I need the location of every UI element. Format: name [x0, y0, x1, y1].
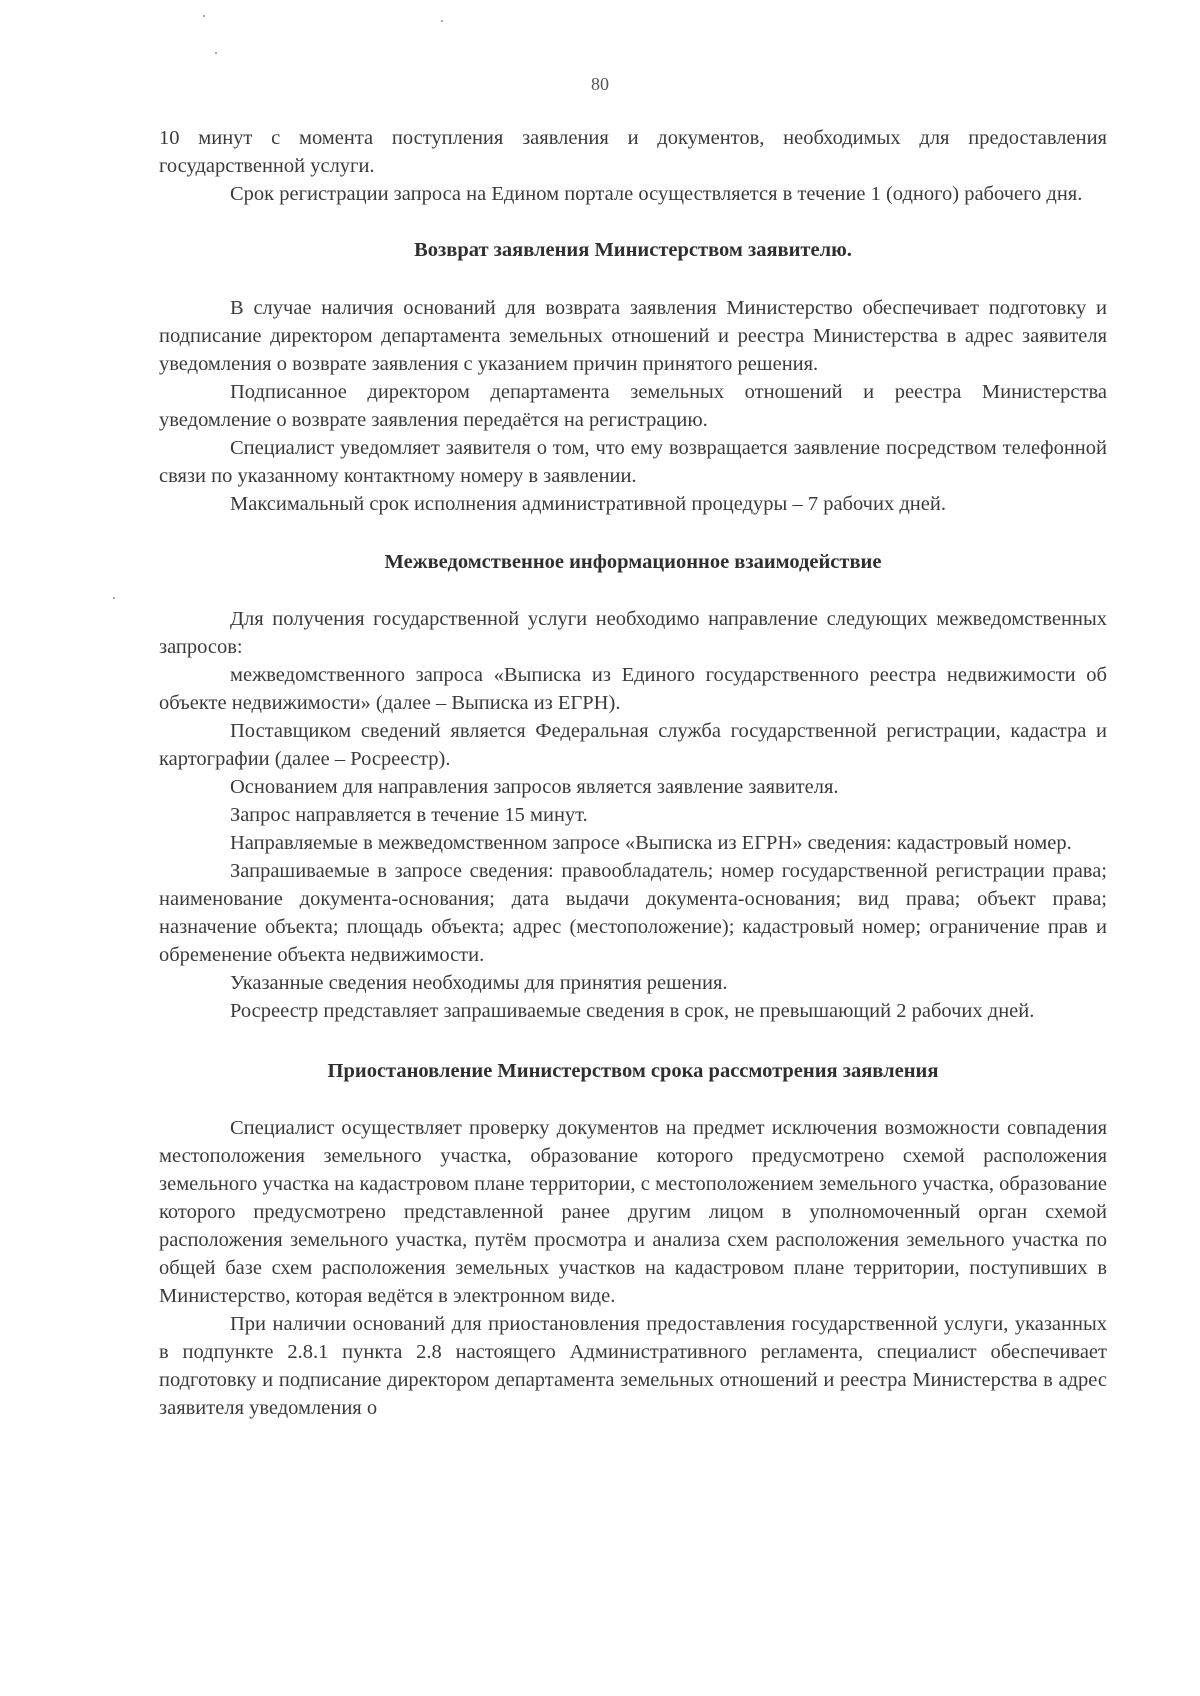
paragraph: Максимальный срок исполнения административной процедуры – 7 рабочих дней. — [230, 493, 946, 515]
paragraph: Поставщиком сведений является Федеральная служба государственной регистрации, кадастра и картографии (далее – Росреестр). — [159, 720, 1107, 770]
paragraph: 10 минут с момента поступления заявления и документов, необходимых для предоставления государственной услуги. — [159, 127, 1107, 177]
paragraph: Специалист уведомляет заявителя о том, что ему возвращается заявление посредством телефонной связи по указанному контактному номеру в заявлении. — [159, 437, 1107, 487]
paragraph: Для получения государственной услуги необходимо направление следующих межведомственных запросов: — [159, 608, 1107, 658]
section-heading: Возврат заявления Министерством заявителю. — [414, 239, 852, 261]
scan-speck — [215, 52, 217, 54]
paragraph: Срок регистрации запроса на Едином портале осуществляется в течение 1 (одного) рабочего дня. — [230, 183, 1083, 205]
scan-speck — [441, 20, 443, 22]
paragraph: Направляемые в межведомственном запросе «Выписка из ЕГРН» сведения: кадастровый номер. — [230, 832, 1072, 854]
paragraph: Указанные сведения необходимы для принятия решения. — [230, 972, 728, 994]
scan-speck — [113, 597, 115, 599]
document-body — [159, 124, 1107, 1422]
paragraph: Основанием для направления запросов является заявление заявителя. — [230, 776, 839, 798]
paragraph: Запрашиваемые в запросе сведения: правообладатель; номер государственной регистрации права; наименование документа-основания; дата выдачи документа-основания; вид права; объект права; назначение объекта; площадь объекта; адрес (местоположение); кадастровый номер; ограничение прав и обременение объекта недвижимости. — [159, 860, 1107, 966]
section-heading: Приостановление Министерством срока рассмотрения заявления — [327, 1060, 939, 1082]
paragraph: межведомственного запроса «Выписка из Единого государственного реестра недвижимости об объекте недвижимости» (далее – Выписка из ЕГРН). — [159, 664, 1107, 714]
section-heading: Межведомственное информационное взаимодействие — [384, 551, 882, 573]
paragraph: При наличии оснований для приостановления предоставления государственной услуги, указанных в подпункте 2.8.1 пункта 2.8 настоящего Административного регламента, специалист обеспечивает подготовку и подписание директором департамента земельных отношений и реестра Министерства в адрес заявителя уведомления о — [159, 1313, 1107, 1419]
page-number: 80 — [591, 74, 609, 94]
paragraph: В случае наличия оснований для возврата заявления Министерство обеспечивает подготовку и подписание директором департамента земельных отношений и реестра Министерства в адрес заявителя уведомления о возврате заявления с указанием причин принятого решения. — [159, 297, 1107, 375]
paragraph: Специалист осуществляет проверку документов на предмет исключения возможности совпадения местоположения земельного участка, образование которого предусмотрено схемой расположения земельного участка на кадастровом плане территории, с местоположением земельного участка, образование которого предусмотрено представленной ранее другим лицом в уполномоченный орган схемой расположения земельного участка, путём просмотра и анализа схем расположения земельного участка по общей базе схем расположения земельных участков на кадастровом плане территории, поступивших в Министерство, которая ведётся в электронном виде. — [159, 1117, 1107, 1307]
paragraph: Росреестр представляет запрашиваемые сведения в срок, не превышающий 2 рабочих дней. — [230, 1000, 1035, 1022]
paragraph: Запрос направляется в течение 15 минут. — [230, 804, 588, 826]
paragraph: Подписанное директором департамента земельных отношений и реестра Министерства уведомление о возврате заявления передаётся на регистрацию. — [159, 381, 1107, 431]
scan-speck — [203, 15, 205, 17]
